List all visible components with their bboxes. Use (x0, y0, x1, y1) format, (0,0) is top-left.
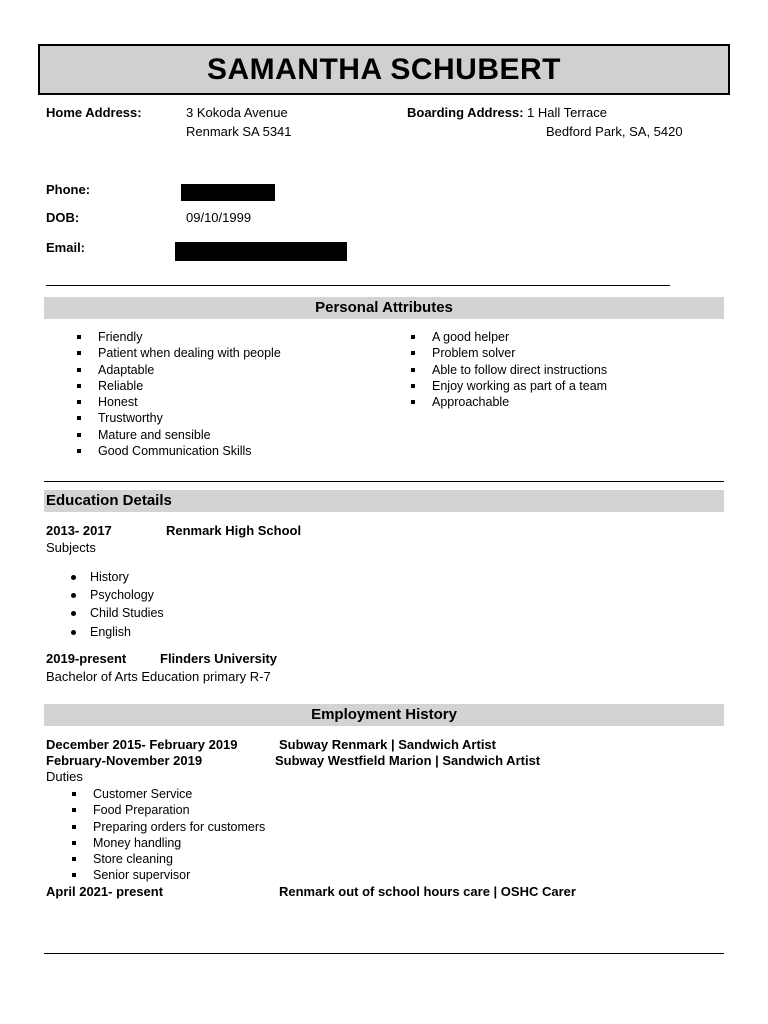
list-item: A good helper (408, 329, 607, 345)
list-item: Mature and sensible (74, 427, 281, 443)
list-item: Adaptable (74, 362, 281, 378)
personal-attributes-heading: Personal Attributes (44, 297, 724, 319)
list-item: Money handling (69, 835, 265, 851)
home-address-line1: 3 Kokoda Avenue (186, 105, 288, 120)
list-item: Child Studies (68, 604, 164, 622)
home-address-label: Home Address: (46, 105, 142, 120)
list-item: Store cleaning (69, 851, 265, 867)
education-heading: Education Details (44, 490, 724, 512)
home-address-line2: Renmark SA 5341 (186, 124, 292, 139)
list-item: Approachable (408, 394, 607, 410)
education-years-1: 2013- 2017 (46, 523, 112, 538)
phone-label: Phone: (46, 182, 91, 197)
list-item: Patient when dealing with people (74, 345, 281, 361)
education-degree: Bachelor of Arts Education primary R-7 (46, 669, 271, 684)
list-item: Good Communication Skills (74, 443, 281, 459)
job1-dates: December 2015- February 2019 (46, 737, 238, 752)
attributes-left-list (74, 329, 281, 459)
list-item: Food Preparation (69, 802, 265, 818)
list-item: Trustworthy (74, 410, 281, 426)
list-item: Problem solver (408, 345, 607, 361)
education-school-2: Flinders University (160, 651, 278, 666)
list-item: Able to follow direct instructions (408, 362, 607, 378)
list-item: Psychology (68, 586, 164, 604)
education-school-1: Renmark High School (166, 523, 302, 538)
job2-dates: February-November 2019 (46, 753, 203, 768)
duties-list (69, 786, 265, 884)
footer-divider (44, 953, 724, 954)
list-item: Friendly (74, 329, 281, 345)
dob-value: 09/10/1999 (186, 210, 252, 225)
attributes-divider (44, 481, 724, 482)
contact-divider (46, 285, 670, 286)
job2-role: Subway Westfield Marion | Sandwich Artist (275, 753, 541, 768)
employment-heading: Employment History (44, 704, 724, 726)
list-item: Enjoy working as part of a team (408, 378, 607, 394)
list-item: History (68, 568, 164, 586)
education-years-2: 2019-present (46, 651, 127, 666)
email-label: Email: (46, 240, 86, 255)
subjects-list (68, 568, 164, 641)
list-item: Honest (74, 394, 281, 410)
list-item: Preparing orders for customers (69, 819, 265, 835)
list-item: Senior supervisor (69, 867, 265, 883)
phone-redacted (181, 184, 275, 201)
list-item: Customer Service (69, 786, 265, 802)
job3-role: Renmark out of school hours care | OSHC Carer (279, 884, 576, 899)
subjects-label: Subjects (46, 540, 96, 555)
duties-label: Duties (46, 769, 83, 784)
job3-dates: April 2021- present (46, 884, 164, 899)
list-item: English (68, 623, 164, 641)
dob-label: DOB: (46, 210, 80, 225)
name-header: SAMANTHA SCHUBERT (38, 44, 730, 95)
boarding-address-line1: 1 Hall Terrace (527, 105, 607, 120)
boarding-address-line2: Bedford Park, SA, 5420 (546, 124, 683, 139)
list-item: Reliable (74, 378, 281, 394)
attributes-right-list (408, 329, 607, 410)
boarding-address-label: Boarding Address: (407, 105, 524, 120)
email-redacted (175, 242, 347, 261)
job1-role: Subway Renmark | Sandwich Artist (279, 737, 496, 752)
